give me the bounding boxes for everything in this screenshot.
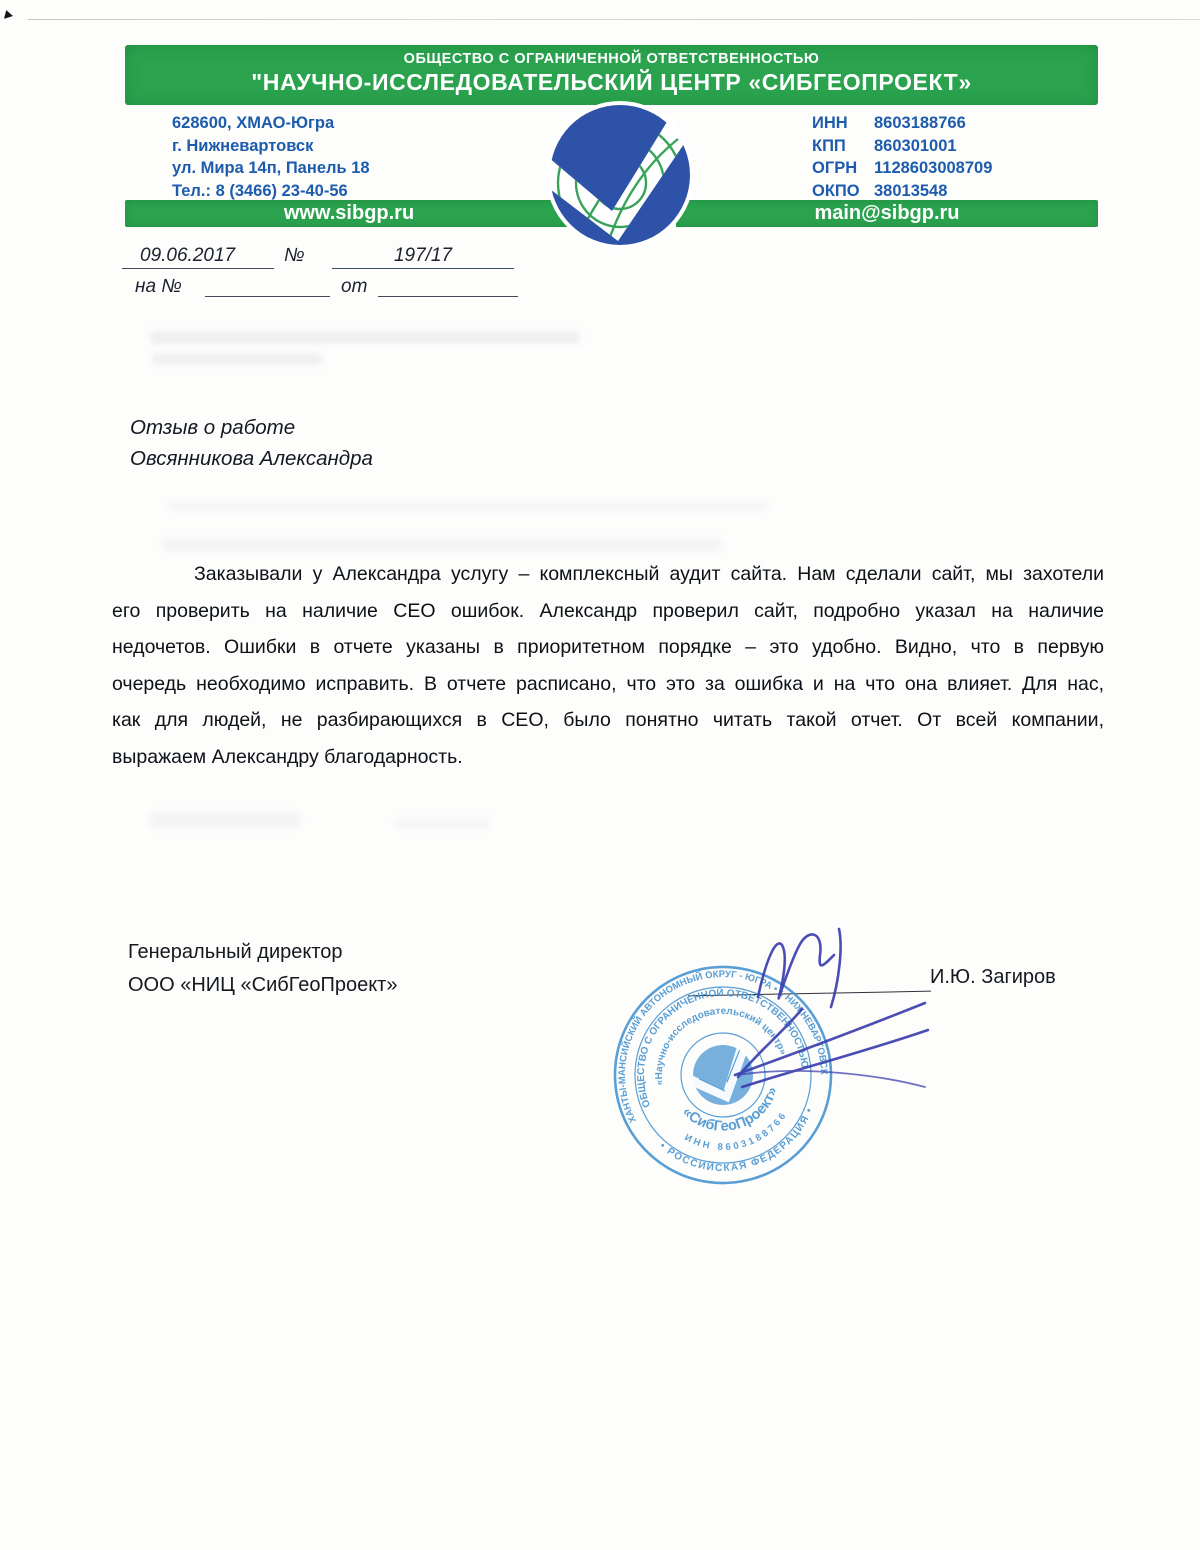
number-sign: № [284,245,305,266]
from-label: от [341,276,368,297]
address-line: ул. Мира 14п, Панель 18 [172,159,370,177]
date-underline [122,268,274,269]
org-type-line: ОБЩЕСТВО С ОГРАНИЧЕННОЙ ОТВЕТСТВЕННОСТЬЮ [403,51,820,67]
stamp-ring2-text: ОБЩЕСТВО С ОГРАНИЧЕННОЙ ОТВЕТСТВЕННОСТЬЮ [635,987,810,1109]
requisite-value: 38013548 [874,181,948,200]
requisite-row [812,135,992,158]
body-line: недочетов. Ошибки в отчете указаны в приоритетном порядке – это удобно. Видно, что в первую [112,636,1104,659]
subject-block [130,412,373,474]
reply-number-underline [205,296,330,297]
requisite-label: ОКПО [812,181,860,200]
stamp-globe-icon [684,1039,760,1112]
scan-artifact [150,331,580,344]
body-line: выражаем Александру благодарность. [112,745,463,768]
reply-date-underline [378,296,518,297]
address-line: 628600, ХМАО-Югра [172,114,335,132]
requisite-label: ОГРН [812,159,858,177]
email-text: main@sibgp.ru [814,202,960,224]
signer-company: ООО «НИЦ «СибГеоПроект» [128,974,398,996]
scan-artifact [168,501,768,511]
body-line: как для людей, не разбирающихся в СЕО, было понятно читать такой отчет. От всей компании, [112,709,1104,732]
requisite-label: ИНН [812,114,848,132]
subject-line: Овсянникова Александра [130,447,373,470]
body-paragraph [112,556,1104,776]
phone-line: Тел.: 8 (3466) 23-40-56 [172,181,348,200]
corner-mark-artifact [4,10,14,21]
requisite-row [812,112,992,135]
body-line: очередь необходимо исправить. В отчете расписано, что это за ошибка и на что она влияет. Для нас, [112,672,1104,695]
stamp-ring3-text: «Научно-исследовательский центр» [653,1005,789,1086]
scan-artifact [150,812,300,828]
scan-artifact [152,353,322,365]
reply-to-label: на № [135,276,182,297]
stamp-inn-text: ИНН 8603188766 [682,1108,790,1153]
org-name-line: "НАУЧНО-ИССЛЕДОВАТЕЛЬСКИЙ ЦЕНТР «СИБГЕОПРОЕКТ» [251,69,972,95]
requisite-row [812,157,992,180]
stamp-outer-bottom-text: • РОССИЙСКАЯ ФЕДЕРАЦИЯ • [657,1105,816,1175]
body-line: Заказывали у Александра услугу – комплексный аудит сайта. Нам сделали сайт, мы захотели [194,563,1104,585]
body-line: его проверить на наличие СЕО ошибок. Александр проверил сайт, подробно указал на наличие [112,599,1104,622]
requisite-value: 8603188766 [874,114,966,132]
requisite-label: КПП [812,136,846,155]
scan-artifact [395,818,490,828]
letterhead-banner [125,45,1098,105]
stamp-outer-top-text: ХАНТЫ-МАНСИЙСКИЙ АВТОНОМНЫЙ ОКРУГ - ЮГРА • г. НИЖНЕВАРТОВСК [616,968,830,1125]
outgoing-number: 197/17 [393,245,453,266]
address-line: г. Нижневартовск [172,136,314,155]
stamp-imprint [592,944,854,1206]
stamp-company-name-text: «СибГеоПроект» [678,1085,782,1135]
company-address-block [172,112,370,202]
signer-position: Генеральный директор [128,941,343,963]
requisite-row [812,180,992,203]
requisite-value: 860301001 [874,136,957,155]
signoff-block [128,936,397,1002]
scan-line-artifact [28,19,1200,20]
website-text: www.sibgp.ru [283,202,415,224]
requisite-value: 1128603008709 [874,159,993,177]
globe-checkmark-logo-icon [544,100,696,250]
letter-date: 09.06.2017 [140,245,236,266]
number-underline [332,268,514,269]
scan-artifact [162,538,722,551]
subject-line: Отзыв о работе [130,416,296,439]
requisites-block [812,112,992,202]
company-stamp [580,915,940,1250]
signer-name: И.Ю. Загиров [930,966,1056,988]
website-bar [125,200,573,227]
email-bar [676,200,1098,227]
